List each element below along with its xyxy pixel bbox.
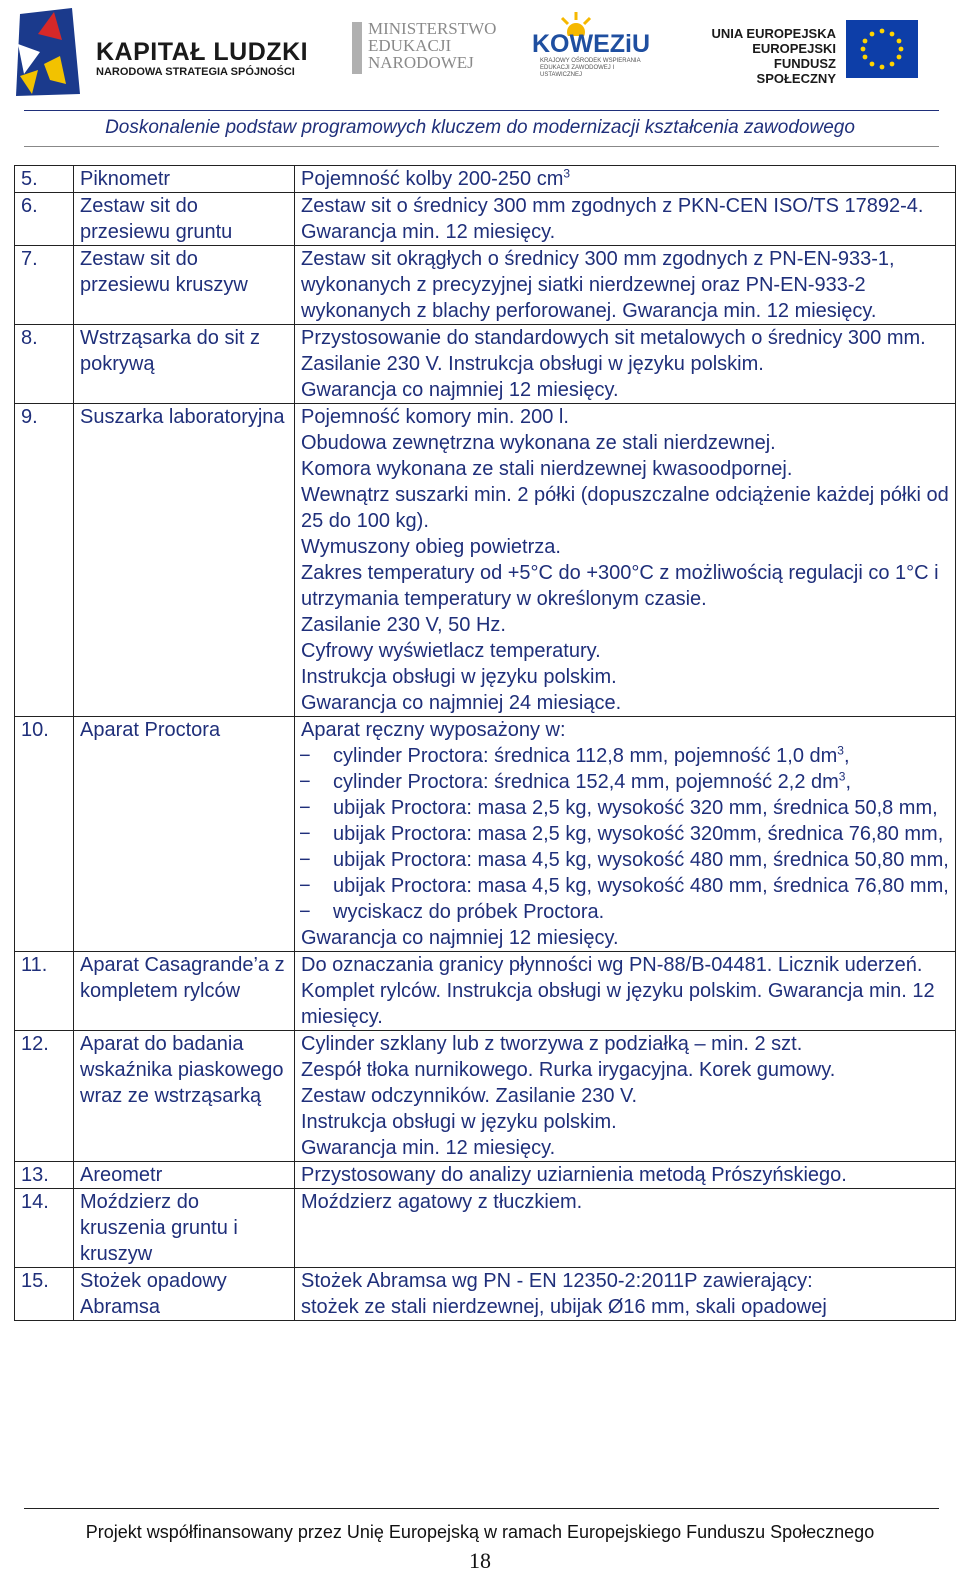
description-line: Komora wykonana ze stali nierdzewnej kwasoodpornej. xyxy=(301,458,793,480)
header-divider xyxy=(24,110,939,111)
description-line: Gwarancja co najmniej 12 miesięcy. xyxy=(301,379,619,401)
eu-line-1: UNIA EUROPEJSKA xyxy=(711,26,836,41)
description-line: Moździerz agatowy z tłuczkiem. xyxy=(301,1191,583,1213)
table-row xyxy=(15,952,956,1031)
page-number: 18 xyxy=(469,1548,491,1573)
description-line: Pojemność komory min. 200 l. xyxy=(301,406,569,428)
description-line: Zasilanie 230 V, 50 Hz. xyxy=(301,614,506,636)
eu-flag-icon xyxy=(846,20,918,78)
table-row xyxy=(15,1189,956,1268)
description-line: Instrukcja obsługi w języku polskim. xyxy=(301,666,617,688)
table-row xyxy=(15,166,956,193)
item-name: Aparat Casagrande’a z kompletem rylców xyxy=(74,952,295,1031)
item-name: Aparat do badania wskaźnika piaskowego wraz ze wstrząsarką xyxy=(74,1031,295,1162)
eu-line-3: FUNDUSZ SPOŁECZNY xyxy=(756,56,836,86)
list-item xyxy=(333,899,951,925)
table-row xyxy=(15,1162,956,1189)
header-logos xyxy=(0,0,960,112)
men-line-3: NARODOWEJ xyxy=(368,53,474,72)
row-number: 10. xyxy=(15,717,74,952)
description-line: Gwarancja co najmniej 24 miesiące. xyxy=(301,692,622,714)
description-line: Stożek Abramsa wg PN - EN 12350-2:2011P zawierający: xyxy=(301,1270,813,1292)
item-description xyxy=(295,246,956,325)
table-row xyxy=(15,1031,956,1162)
description-line: Pojemność kolby 200-250 cm xyxy=(301,168,564,190)
superscript: 3 xyxy=(837,743,844,758)
item-name: Wstrząsarka do sit z pokrywą xyxy=(74,325,295,404)
item-name: Areometr xyxy=(74,1162,295,1189)
list-item-text: wyciskacz do próbek Proctora. xyxy=(333,901,605,923)
item-description xyxy=(295,1268,956,1321)
kapital-ludzki-logo xyxy=(10,4,90,100)
men-logo-text xyxy=(368,20,496,71)
list-item-text: ubijak Proctora: masa 2,5 kg, wysokość 320 mm, średnica 50,8 mm, xyxy=(333,797,938,819)
row-number: 15. xyxy=(15,1268,74,1321)
item-name: Suszarka laboratoryjna xyxy=(74,404,295,717)
table-row xyxy=(15,404,956,717)
row-number: 9. xyxy=(15,404,74,717)
men-line-1: MINISTERSTWO xyxy=(368,19,497,38)
men-emblem-icon xyxy=(350,22,364,74)
eu-line-2: EUROPEJSKI xyxy=(752,41,836,56)
kowezu-subtitle: KRAJOWY OŚRODEK WSPIERANIA EDUKACJI ZAWODOWEJ I USTAWICZNEJ xyxy=(540,58,641,78)
description-intro: Aparat ręczny wyposażony w: xyxy=(301,719,566,741)
description-line: Zakres temperatury od +5°C do +300°C z możliwością regulacji co 1°C i utrzymania temperatury w określonym czasie. xyxy=(301,562,939,610)
list-item-text: cylinder Proctora: średnica 112,8 mm, pojemność 1,0 dm xyxy=(333,745,838,767)
list-item-tail: , xyxy=(845,771,852,793)
description-line: Wewnątrz suszarki min. 2 półki (dopuszczalne odciążenie każdej półki od 25 do 100 kg). xyxy=(301,484,949,532)
list-item xyxy=(333,873,951,899)
description-line: Cylinder szklany lub z tworzywa z podziałką – min. 2 szt. xyxy=(301,1033,803,1055)
row-number: 12. xyxy=(15,1031,74,1162)
item-description xyxy=(295,325,956,404)
list-item xyxy=(333,821,951,847)
list-item-tail: , xyxy=(843,745,850,767)
table-row xyxy=(15,246,956,325)
kowezu-title: KOWEZiU xyxy=(532,30,651,58)
row-number: 8. xyxy=(15,325,74,404)
table-row xyxy=(15,325,956,404)
description-line: Przystosowanie do standardowych sit metalowych o średnicy 300 mm. Zasilanie 230 V. Instrukcja obsługi w języku polskim. xyxy=(301,327,926,375)
list-item-text: ubijak Proctora: masa 2,5 kg, wysokość 320mm, średnica 76,80 mm, xyxy=(333,823,944,845)
row-number: 6. xyxy=(15,193,74,246)
description-line: stożek ze stali nierdzewnej, ubijak Ø16 mm, skali opadowej xyxy=(301,1296,827,1318)
description-line: Gwarancja min. 12 miesięcy. xyxy=(301,221,556,243)
description-line: Zespół tłoka nurnikowego. Rurka irygacyjna. Korek gumowy. xyxy=(301,1059,836,1081)
table-row xyxy=(15,717,956,952)
list-item xyxy=(333,769,951,795)
description-line: Do oznaczania granicy płynności wg PN-88/B-04481. Licznik uderzeń. Komplet rylców. Instrukcja obsługi w języku polskim. Gwarancja min. 12 miesięcy. xyxy=(301,954,935,1028)
item-name: Zestaw sit do przesiewu gruntu xyxy=(74,193,295,246)
superscript: 3 xyxy=(563,166,571,181)
row-number: 11. xyxy=(15,952,74,1031)
item-description xyxy=(295,1162,956,1189)
row-number: 7. xyxy=(15,246,74,325)
description-line: Przystosowany do analizy uziarnienia metodą Prószyńskiego. xyxy=(301,1164,847,1186)
footer-text: Projekt współfinansowany przez Unię Europejską w ramach Europejskiego Funduszu Społecznego xyxy=(85,1522,875,1542)
row-number: 14. xyxy=(15,1189,74,1268)
kapital-ludzki-subtitle: NARODOWA STRATEGIA SPÓJNOŚCI xyxy=(96,66,295,78)
item-description xyxy=(295,1189,956,1268)
description-outro: Gwarancja co najmniej 12 miesięcy. xyxy=(301,927,619,949)
item-description xyxy=(295,404,956,717)
table-row xyxy=(15,1268,956,1321)
description-line: Instrukcja obsługi w języku polskim. xyxy=(301,1111,617,1133)
item-description xyxy=(295,717,956,952)
equipment-list xyxy=(301,743,951,925)
footer-divider xyxy=(24,1508,939,1509)
list-item xyxy=(333,743,951,769)
subtitle-divider xyxy=(24,146,939,147)
list-item xyxy=(333,847,951,873)
men-line-2: EDUKACJI xyxy=(368,36,452,55)
row-number: 13. xyxy=(15,1162,74,1189)
description-line: Obudowa zewnętrzna wykonana ze stali nierdzewnej. xyxy=(301,432,776,454)
description-line: Zestaw odczynników. Zasilanie 230 V. xyxy=(301,1085,638,1107)
superscript: 3 xyxy=(838,769,846,784)
item-name: Piknometr xyxy=(74,166,295,193)
row-number: 5. xyxy=(15,166,74,193)
table-row xyxy=(15,193,956,246)
description-line: Zestaw sit okrągłych o średnicy 300 mm zgodnych z PN-EN-933-1, wykonanych z precyzyjnej siatki nierdzewnej oraz PN-EN-933-2 wykonanych z blachy perforowanej. Gwarancja min. 12 miesięcy. xyxy=(301,248,895,322)
list-item-text: ubijak Proctora: masa 4,5 kg, wysokość 480 mm, średnica 50,80 mm, xyxy=(333,849,949,871)
item-description xyxy=(295,193,956,246)
description-line: Gwarancja min. 12 miesięcy. xyxy=(301,1137,556,1159)
list-item-text: cylinder Proctora: średnica 152,4 mm, pojemność 2,2 dm xyxy=(333,771,839,793)
description-line: Wymuszony obieg powietrza. xyxy=(301,536,561,558)
project-subtitle: Doskonalenie podstaw programowych kluczem do modernizacji kształcenia zawodowego xyxy=(105,117,855,138)
item-name: Zestaw sit do przesiewu kruszyw xyxy=(74,246,295,325)
item-name: Moździerz do kruszenia gruntu i kruszyw xyxy=(74,1189,295,1268)
list-item-text: ubijak Proctora: masa 4,5 kg, wysokość 480 mm, średnica 76,80 mm, xyxy=(333,875,949,897)
equipment-table xyxy=(14,165,956,1321)
kapital-ludzki-title: KAPITAŁ LUDZKI xyxy=(96,38,309,66)
list-item xyxy=(333,795,951,821)
item-description xyxy=(295,952,956,1031)
item-name: Stożek opadowy Abramsa xyxy=(74,1268,295,1321)
item-description xyxy=(295,166,956,193)
description-line: Zestaw sit o średnicy 300 mm zgodnych z PKN-CEN ISO/TS 17892-4. xyxy=(301,195,924,217)
item-description xyxy=(295,1031,956,1162)
item-name: Aparat Proctora xyxy=(74,717,295,952)
eu-logo-text xyxy=(706,26,836,86)
description-line: Cyfrowy wyświetlacz temperatury. xyxy=(301,640,601,662)
